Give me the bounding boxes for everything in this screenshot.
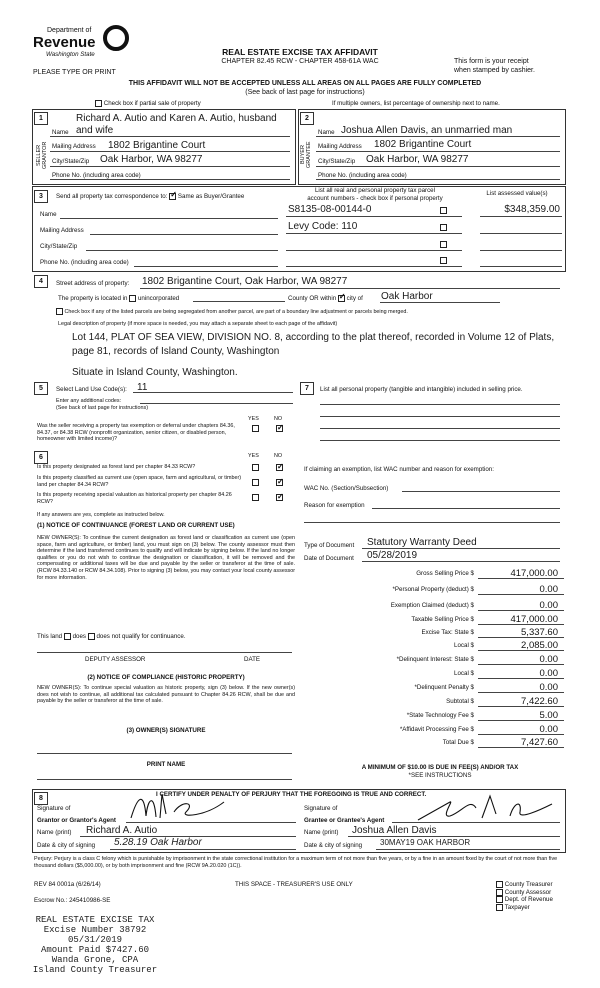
notice-1-body: NEW OWNER(S): To continue the current designation as forest land or classification as current use (open space, farm and agriculture, or timber) land, you must sign on (3) below. The county assessor must then determine if the land transferred continues to qualify and will indicate by signing below. If the land no longer qualifies or you do not wish to continue the designation or classification, it will be removed and the compensating or additional taxes will be due and payable by the seller or transferor at the time of sale. (RCW 84.33.140 or RCW 84.34.108). Prior to signing (3) below, you may contact your local county assessor for more information. bbox=[37, 535, 295, 581]
parcel-1[interactable]: S8135-08-00144-0 bbox=[288, 204, 372, 215]
parcel-2[interactable]: Levy Code: 110 bbox=[288, 221, 358, 232]
s3-phone-line bbox=[134, 266, 278, 267]
buyer-phone-label: Phone No. (including area code) bbox=[318, 172, 407, 179]
grantee-date-line bbox=[376, 849, 560, 850]
doc-date-line bbox=[362, 561, 560, 562]
s3-city-label: City/State/Zip bbox=[40, 243, 78, 250]
this-land-label: This land bbox=[37, 633, 63, 641]
grantee-signature bbox=[410, 790, 560, 826]
legal-line-3[interactable]: Situate in Island County, Washington. bbox=[72, 367, 238, 378]
grantee-sig-of: Signature of bbox=[304, 805, 338, 812]
wac-label: WAC No. (Section/Subsection) bbox=[304, 485, 389, 492]
parcel-3-line bbox=[286, 250, 462, 251]
s3-mailing-label: Mailing Address bbox=[40, 227, 84, 234]
seller-name-line bbox=[50, 136, 290, 137]
calc-label: *State Technology Fee $ bbox=[406, 712, 474, 719]
buyer-phone-line bbox=[316, 179, 560, 180]
receipt-note-2: when stamped by cashier. bbox=[454, 67, 535, 74]
copy-checkbox[interactable] bbox=[496, 896, 503, 903]
current-use-question: Is this property classified as current use (open space, farm and agricultural, or timber) land per chapter 84.34 RCW? bbox=[37, 475, 242, 488]
does-label: does bbox=[72, 633, 86, 641]
county-or-within-label: County OR within bbox=[288, 295, 337, 303]
s5-yes-checkbox[interactable] bbox=[252, 425, 259, 432]
personal-property-label: List all personal property (tangible and intangible) included in selling price. bbox=[320, 386, 523, 393]
legal-line-2[interactable]: page 81, records of Island County, Washington bbox=[72, 346, 280, 357]
property-city-line bbox=[380, 302, 500, 303]
unincorporated-checkbox[interactable] bbox=[129, 295, 136, 302]
see-instructions: *SEE INSTRUCTIONS bbox=[408, 772, 472, 779]
land-use-code[interactable]: 11 bbox=[137, 382, 148, 393]
county-or-within bbox=[288, 295, 363, 303]
calc-label: *Personal Property (deduct) $ bbox=[392, 586, 474, 593]
additional-line bbox=[140, 403, 293, 404]
calc-value[interactable]: 0.00 bbox=[539, 724, 558, 735]
calc-line bbox=[478, 720, 564, 721]
seller-city-label: City/State/Zip bbox=[52, 158, 90, 165]
section-3-number: 3 bbox=[34, 190, 48, 203]
segregated-checkbox[interactable] bbox=[56, 308, 63, 315]
qualify-line bbox=[37, 633, 186, 641]
stamp-line-1: REAL ESTATE EXCISE TAX bbox=[35, 915, 155, 925]
historic-no-checkbox[interactable] bbox=[276, 494, 283, 501]
buyer-mailing-line bbox=[316, 151, 560, 152]
calc-label: Subtotal $ bbox=[446, 698, 474, 705]
buyer-name[interactable]: Joshua Allen Davis, an unmarried man bbox=[341, 125, 513, 136]
assessed-1-line bbox=[480, 216, 562, 217]
current-use-yes-checkbox[interactable] bbox=[252, 479, 259, 486]
calc-label: *Delinquent Penalty $ bbox=[414, 684, 474, 691]
doc-type[interactable]: Statutory Warranty Deed bbox=[367, 537, 477, 548]
copy-label: County Assessor bbox=[504, 888, 552, 896]
buyer-city-label: City/State/Zip bbox=[318, 158, 356, 165]
parcel-2-personal-checkbox[interactable] bbox=[440, 224, 447, 231]
reason-line-2 bbox=[304, 522, 560, 523]
personal-line-3 bbox=[320, 428, 560, 429]
seller-mailing[interactable]: 1802 Brigantine Court bbox=[108, 140, 206, 151]
multiple-owners-note: If multiple owners, list percentage of ownership next to name. bbox=[332, 100, 500, 107]
partial-sale bbox=[95, 100, 201, 108]
s3-mailing-line bbox=[90, 234, 278, 235]
parcel-4-line bbox=[286, 266, 462, 267]
legal-line-1[interactable]: Lot 144, PLAT OF SEA VIEW, DIVISION NO. 8, according to the plat thereof, recorded in Volume 12 of Plats, bbox=[72, 332, 555, 343]
personal-line-1 bbox=[320, 404, 560, 405]
calc-value[interactable]: 0.00 bbox=[539, 584, 558, 595]
copy-distribution bbox=[496, 881, 553, 912]
section-8-number: 8 bbox=[34, 792, 48, 805]
notice-2-title: (2) NOTICE OF COMPLIANCE (HISTORIC PROPERTY) bbox=[87, 674, 245, 681]
historic-yes-checkbox[interactable] bbox=[252, 494, 259, 501]
parcel-4-personal-checkbox[interactable] bbox=[440, 257, 447, 264]
logo-state: Washington State bbox=[46, 51, 95, 58]
copy-county-assessor bbox=[496, 889, 553, 897]
section-7-number: 7 bbox=[300, 382, 314, 395]
stamp-line-4: Amount Paid $7427.60 bbox=[40, 945, 150, 955]
does-not-label: does not qualify for continuance. bbox=[96, 633, 186, 641]
copy-taxpayer bbox=[496, 904, 553, 912]
send-correspondence bbox=[56, 193, 244, 201]
calc-line bbox=[478, 734, 564, 735]
personal-line-4 bbox=[320, 440, 560, 441]
grantee-date-label: Date & city of signing bbox=[304, 842, 363, 849]
copy-checkbox[interactable] bbox=[496, 889, 503, 896]
escrow-number: Escrow No.: 245410986-SE bbox=[34, 897, 111, 904]
segregated-label: Check box if any of the listed parcels are being segregated from another parcel, are part of a boundary line adjustment or parcels being merged. bbox=[64, 308, 408, 315]
grantor-sig-of: Signature of bbox=[37, 805, 71, 812]
does-not-checkbox[interactable] bbox=[88, 633, 95, 640]
form-title: REAL ESTATE EXCISE TAX AFFIDAVIT bbox=[222, 47, 378, 57]
calc-value[interactable]: 417,000.00 bbox=[510, 568, 558, 579]
seller-phone-label: Phone No. (including area code) bbox=[52, 172, 141, 179]
send-label: Send all property tax correspondence to: bbox=[56, 193, 168, 201]
calc-value[interactable]: 0.00 bbox=[539, 668, 558, 679]
calc-value[interactable]: 417,000.00 bbox=[510, 614, 558, 625]
deputy-assessor-label: DEPUTY ASSESSOR bbox=[85, 656, 146, 663]
doc-type-label: Type of Document bbox=[304, 542, 355, 549]
parcel-3-personal-checkbox[interactable] bbox=[440, 241, 447, 248]
seller-phone-line bbox=[50, 179, 290, 180]
calc-label: Total Due $ bbox=[442, 739, 474, 746]
if-yes-note: If any answers are yes, complete as instructed below. bbox=[37, 512, 165, 518]
deputy-date-label: DATE bbox=[244, 656, 261, 663]
partial-sale-checkbox[interactable] bbox=[95, 100, 102, 107]
s5-yes: YES bbox=[248, 416, 259, 422]
s5-no: NO bbox=[274, 416, 283, 422]
copy-checkbox[interactable] bbox=[496, 904, 503, 911]
grantee-agent-label: Grantee or Grantee's Agent bbox=[304, 817, 385, 824]
copy-label: Taxpayer bbox=[504, 904, 530, 912]
same-as-buyer-label: Same as Buyer/Grantee bbox=[177, 193, 245, 201]
section-2-number: 2 bbox=[300, 112, 314, 125]
grantor-date-line bbox=[110, 849, 296, 850]
city-of-label: city of bbox=[346, 295, 363, 303]
exemption-claim-label: If claiming an exemption, list WAC number and reason for exemption: bbox=[304, 466, 494, 473]
buyer-side-label: BUYER GRANTEE bbox=[300, 141, 312, 169]
seller-name-line2[interactable]: and wife bbox=[76, 125, 114, 136]
calc-line bbox=[478, 637, 564, 638]
doc-type-line bbox=[362, 548, 560, 549]
section-5-number: 5 bbox=[34, 382, 48, 395]
s6-yes: YES bbox=[248, 453, 259, 459]
buyer-name-label: Name bbox=[318, 129, 335, 136]
buyer-name-line bbox=[316, 136, 560, 137]
forest-yes-checkbox[interactable] bbox=[252, 464, 259, 471]
treasurer-stamp bbox=[20, 915, 170, 975]
buyer-city[interactable]: Oak Harbor, WA 98277 bbox=[366, 154, 469, 165]
grantor-signature bbox=[126, 790, 236, 824]
s3-name-line bbox=[60, 218, 278, 219]
certify-statement: I CERTIFY UNDER PENALTY OF PERJURY THAT THE FOREGOING IS TRUE AND CORRECT. bbox=[156, 791, 427, 798]
copy-label: Dept. of Revenue bbox=[504, 896, 553, 904]
calc-line bbox=[478, 650, 564, 651]
calc-label: Gross Selling Price $ bbox=[416, 570, 474, 577]
section-4-number: 4 bbox=[34, 275, 48, 288]
grantee-date-city[interactable]: 30MAY19 OAK HARBOR bbox=[380, 838, 471, 847]
grantor-date-city[interactable]: 5.28.19 Oak Harbor bbox=[114, 837, 202, 848]
warning-banner: THIS AFFIDAVIT WILL NOT BE ACCEPTED UNLESS ALL AREAS ON ALL PAGES ARE FULLY COMPLETED bbox=[128, 80, 482, 87]
street-line bbox=[140, 288, 560, 289]
copy-county-treasurer bbox=[496, 881, 553, 889]
does-checkbox[interactable] bbox=[64, 633, 71, 640]
stamp-line-6: Island County Treasurer bbox=[32, 965, 158, 975]
grantor-name-label: Name (print) bbox=[37, 829, 72, 836]
receipt-note-1: This form is your receipt bbox=[454, 58, 529, 65]
doc-date-label: Date of Document bbox=[304, 555, 354, 562]
s3-phone-label: Phone No. (including area code) bbox=[40, 259, 129, 266]
calc-value[interactable]: 5,337.60 bbox=[521, 627, 558, 638]
logo-revenue: Revenue bbox=[33, 34, 96, 51]
s5-no-checkbox[interactable] bbox=[276, 425, 283, 432]
calc-label: Local $ bbox=[454, 670, 474, 677]
notice-2-body: NEW OWNER(S): To continue special valuation as historic property, sign (3) below. If the new owner(s) does not wish to continue, all additional tax calculated pursuant to Chapter 84.26 RCW, shall be due and payable by the seller or transferor at the time of sale. bbox=[37, 685, 295, 705]
copy-label: County Treasurer bbox=[504, 881, 553, 889]
calc-line bbox=[478, 610, 564, 611]
seller-name-label: Name bbox=[52, 129, 69, 136]
s3-city-line bbox=[86, 250, 278, 251]
calc-label: Local $ bbox=[454, 642, 474, 649]
seller-side-label: SELLER GRANTOR bbox=[36, 141, 48, 169]
grantee-name[interactable]: Joshua Allen Davis bbox=[352, 825, 437, 836]
seller-mailing-label: Mailing Address bbox=[52, 143, 96, 150]
buyer-city-line bbox=[316, 166, 560, 167]
historic-question: Is this property receiving special valuation as historical property per chapter 84.26 RCW? bbox=[37, 492, 232, 505]
grantee-name-label: Name (print) bbox=[304, 829, 339, 836]
section-1-number: 1 bbox=[34, 112, 48, 125]
street-label: Street address of property: bbox=[56, 280, 130, 287]
parcel-2-line bbox=[286, 233, 462, 234]
forest-no-checkbox[interactable] bbox=[276, 464, 283, 471]
forest-question: Is this property designated as forest land per chapter 84.33 RCW? bbox=[37, 464, 196, 470]
assessed-3-line bbox=[480, 250, 562, 251]
parcel-header-2: account numbers - check box if personal property bbox=[307, 194, 443, 202]
calc-value[interactable]: 0.00 bbox=[539, 600, 558, 611]
calc-line bbox=[478, 706, 564, 707]
seller-mailing-line bbox=[50, 151, 290, 152]
notice-1-title: (1) NOTICE OF CONTINUANCE (FOREST LAND OR CURRENT USE) bbox=[37, 522, 235, 529]
copy-checkbox[interactable] bbox=[496, 881, 503, 888]
owner-signature-label: (3) OWNER(S) SIGNATURE bbox=[126, 727, 206, 734]
logo-dept: Department of bbox=[47, 27, 92, 34]
additional-note: (See back of last page for instructions) bbox=[56, 405, 148, 411]
calc-line bbox=[478, 747, 564, 748]
min-fee-note: A MINIMUM OF $10.00 IS DUE IN FEE(S) AND/OR TAX bbox=[361, 764, 519, 771]
dor-logo bbox=[33, 22, 133, 68]
section-6-number: 6 bbox=[34, 451, 48, 464]
buyer-mailing-label: Mailing Address bbox=[318, 143, 362, 150]
assessed-4-line bbox=[480, 266, 562, 267]
calc-line bbox=[478, 664, 564, 665]
revenue-swirl-icon bbox=[103, 25, 129, 51]
city-of-checkbox[interactable] bbox=[338, 295, 345, 302]
grantor-agent-label: Grantor or Grantor's Agent bbox=[37, 817, 116, 824]
print-name-label: PRINT NAME bbox=[146, 761, 186, 768]
unincorporated-label: unincorporated bbox=[137, 295, 180, 303]
calc-value[interactable]: 2,085.00 bbox=[521, 640, 558, 651]
calc-line bbox=[478, 624, 564, 625]
calc-label: Excise Tax: State $ bbox=[421, 629, 474, 636]
current-use-no-checkbox[interactable] bbox=[276, 479, 283, 486]
calc-label: Taxable Selling Price $ bbox=[411, 616, 474, 623]
reason-label: Reason for exemption bbox=[304, 502, 365, 509]
grantor-date-label: Date & city of signing bbox=[37, 842, 96, 849]
parcel-1-line bbox=[286, 216, 462, 217]
calc-label: Exemption Claimed (deduct) $ bbox=[390, 602, 474, 609]
additional-codes: Enter any additional codes: bbox=[56, 398, 122, 404]
doc-date[interactable]: 05/28/2019 bbox=[367, 550, 418, 561]
please-type: PLEASE TYPE OR PRINT bbox=[33, 69, 116, 76]
calc-value[interactable]: 0.00 bbox=[539, 654, 558, 665]
same-as-buyer-checkbox[interactable] bbox=[169, 193, 176, 200]
see-back-note: (See back of last page for instructions) bbox=[245, 89, 365, 96]
located-in-label: The property is located in bbox=[58, 295, 128, 303]
wac-line bbox=[402, 491, 560, 492]
parcel-1-personal-checkbox[interactable] bbox=[440, 207, 447, 214]
perjury-statement: Perjury: Perjury is a class C felony which is punishable by imprisonment in the state correctional institution for a maximum term of not more than five years, or by a fine in an amount fixed by the court of not more than five thousand dollars ($5,000.00), or by both imprisonment and fine (RCW 9A.20.020 (1C)). bbox=[34, 856, 558, 869]
calc-label: *Delinquent Interest: State $ bbox=[396, 656, 474, 663]
calc-line bbox=[478, 594, 564, 595]
treasurer-use-only: THIS SPACE - TREASURER'S USE ONLY bbox=[235, 881, 353, 888]
owner-signature-line bbox=[37, 753, 292, 754]
seller-city[interactable]: Oak Harbor, WA 98277 bbox=[100, 154, 203, 165]
buyer-mailing[interactable]: 1802 Brigantine Court bbox=[374, 139, 472, 150]
assessed-1[interactable]: $348,359.00 bbox=[504, 204, 560, 215]
form-chapters: CHAPTER 82.45 RCW - CHAPTER 458-61A WAC bbox=[221, 58, 379, 65]
calc-label: *Affidavit Processing Fee $ bbox=[399, 726, 474, 733]
s6-no: NO bbox=[274, 453, 283, 459]
print-name-line bbox=[37, 779, 292, 780]
calc-line bbox=[478, 692, 564, 693]
s3-name-label: Name bbox=[40, 211, 57, 218]
property-city[interactable]: Oak Harbor bbox=[381, 291, 433, 302]
calc-value[interactable]: 0.00 bbox=[539, 682, 558, 693]
land-use-label: Select Land Use Code(s): bbox=[56, 386, 127, 393]
land-use-line bbox=[133, 392, 293, 393]
parcel-header-1: List all real and personal property tax parcel bbox=[314, 187, 436, 194]
assessed-2-line bbox=[480, 233, 562, 234]
reason-line-1 bbox=[372, 508, 560, 509]
partial-sale-label: Check box if partial sale of property bbox=[103, 100, 201, 108]
seller-city-line bbox=[50, 166, 290, 167]
calc-value[interactable]: 7,422.60 bbox=[521, 696, 558, 707]
exemption-question: Was the seller receiving a property tax exemption or deferral under chapters 84.36, 84.37, or 84.38 RCW (nonprofit organization, senior citizen, or disabled person, homeowner with limited income)? bbox=[37, 423, 235, 443]
property-street[interactable]: 1802 Brigantine Court, Oak Harbor, WA 98277 bbox=[142, 276, 348, 287]
calc-value[interactable]: 5.00 bbox=[539, 710, 558, 721]
calc-line bbox=[478, 678, 564, 679]
assessed-header: List assessed value(s) bbox=[486, 190, 548, 197]
deputy-line bbox=[37, 652, 292, 653]
stamp-line-5: Wanda Grone, CPA bbox=[51, 955, 139, 965]
calc-value[interactable]: 7,427.60 bbox=[521, 737, 558, 748]
county-line bbox=[193, 301, 285, 302]
seller-name-line1[interactable]: Richard A. Autio and Karen A. Autio, husband bbox=[76, 113, 277, 124]
calc-line bbox=[478, 578, 564, 579]
stamp-line-3: 05/31/2019 bbox=[67, 935, 122, 945]
copy-dept-revenue bbox=[496, 896, 553, 904]
personal-line-2 bbox=[320, 416, 560, 417]
form-revision: REV 84 0001a (6/26/14) bbox=[34, 881, 101, 888]
legal-label: Legal description of property (if more space is needed, you may attach a separate sheet to each page of the affidavit) bbox=[58, 321, 338, 327]
grantor-name[interactable]: Richard A. Autio bbox=[86, 825, 158, 836]
parcel-header bbox=[285, 187, 465, 202]
located-in bbox=[58, 295, 179, 303]
stamp-line-2: Excise Number 38792 bbox=[43, 925, 147, 935]
segregated-note bbox=[56, 308, 408, 316]
